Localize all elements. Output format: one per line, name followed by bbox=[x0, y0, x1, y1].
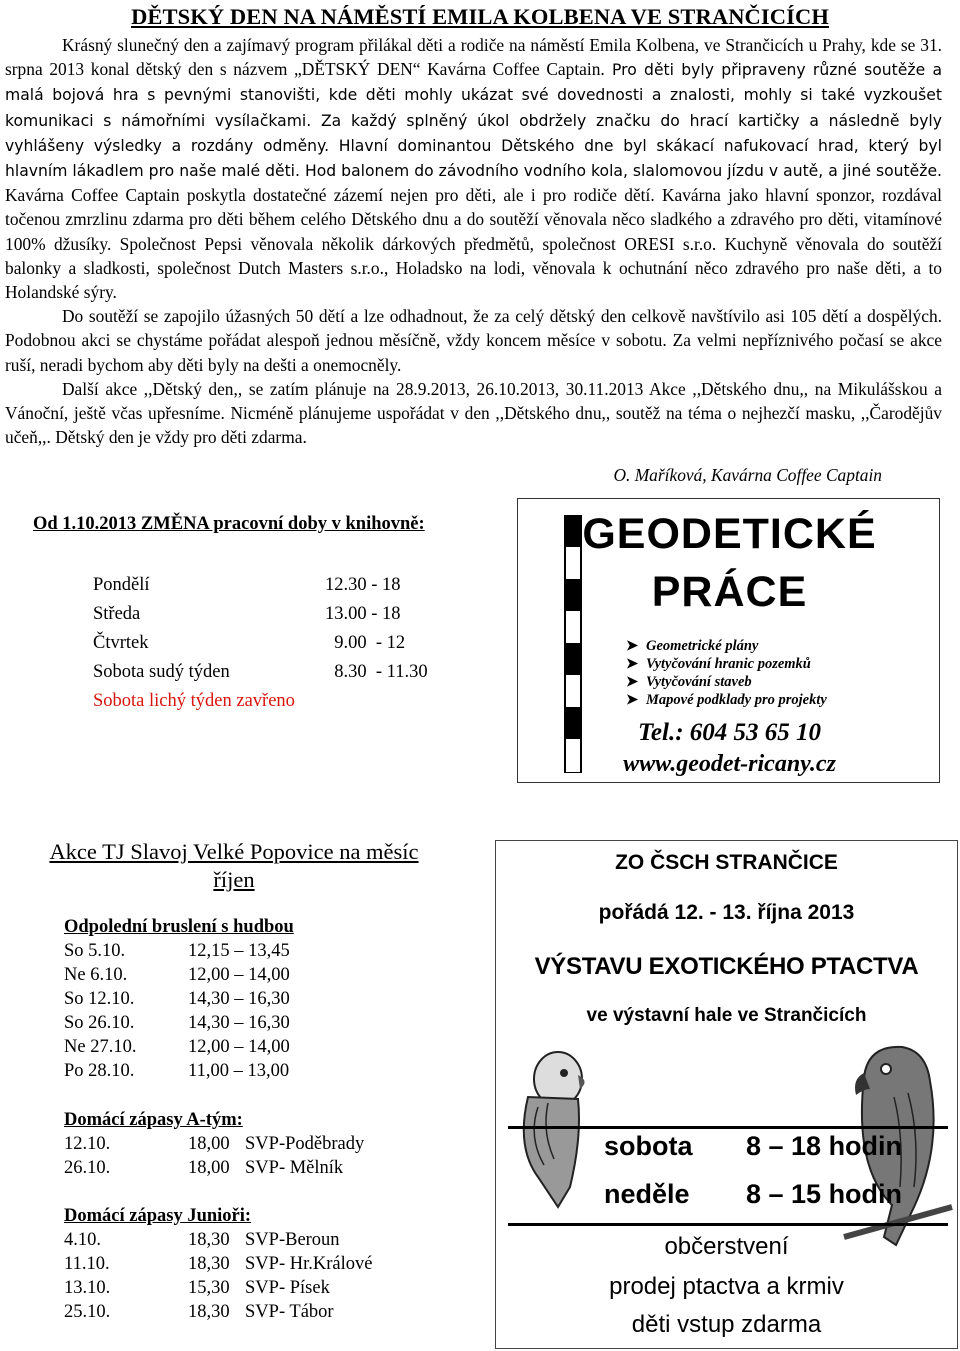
bird-exhibition-advertisement bbox=[495, 840, 958, 1349]
divider bbox=[508, 1223, 948, 1226]
table-row bbox=[64, 1278, 330, 1299]
library-hours-row bbox=[93, 604, 401, 625]
tj-title-line-1: Akce TJ Slavoj Velké Popovice na měsíc bbox=[49, 839, 419, 864]
library-closed-note: Sobota lichý týden zavřeno bbox=[93, 691, 295, 711]
expo-dates: pořádá 12. - 13. října 2013 bbox=[598, 901, 855, 924]
hours-time: 9.00 - 12 bbox=[325, 633, 406, 653]
article-paragraph-1 bbox=[5, 33, 942, 304]
date: Po 28.10. bbox=[64, 1061, 135, 1081]
list-item bbox=[626, 655, 827, 673]
match: SVP-Poděbrady bbox=[245, 1134, 365, 1154]
table-row bbox=[64, 941, 290, 962]
hours-day: Sobota sudý týden bbox=[93, 662, 230, 682]
article-paragraph-1a: Krásný slunečný den a zajímavý program přilákal děti a rodiče na náměstí Emila Kolbena, ve Strančicích u Prahy, kde se 31. srpna 2013 konal dětský den s názvem „DĚTSKÝ DEN“ Kavárna Coffee Captain. bbox=[5, 35, 942, 80]
list-item bbox=[626, 691, 827, 709]
time: 12,00 – 14,00 bbox=[188, 1037, 290, 1057]
article-paragraph-3: Další akce ,,Dětský den,, se zatím plánuje na 28.9.2013, 26.10.2013, 30.11.2013 Akce ,,Dětského dnu,, na Mikulášskou a Vánoční, ještě včas upřesníme. Nicméně plánujeme uspořádat v den ,,Dětského dnu,, soutěž na téma o nejhezčí masku, ,,Čarodějův učeň,,. Dětský den je vždy pro děti zdarma. bbox=[5, 378, 942, 448]
time: 12,00 – 14,00 bbox=[188, 965, 290, 985]
geodet-title-line-1: GEODETICKÉ bbox=[582, 510, 877, 558]
tj-section-title bbox=[20, 838, 448, 894]
time: 14,30 – 16,30 bbox=[188, 989, 290, 1009]
divider bbox=[508, 1126, 948, 1129]
expo-headline: VÝSTAVU EXOTICKÉHO PTACTVA bbox=[534, 953, 919, 980]
date: 11.10. bbox=[64, 1254, 110, 1274]
service-label: Mapové podklady pro projekty bbox=[646, 692, 827, 708]
tj-title-line-2: říjen bbox=[213, 867, 255, 892]
article-body bbox=[5, 33, 942, 449]
arrow-bullet-icon: ➤ bbox=[626, 692, 639, 708]
library-hours-row bbox=[93, 575, 401, 596]
skating-title: Odpolední bruslení s hudbou bbox=[64, 917, 294, 937]
date: 25.10. bbox=[64, 1302, 111, 1322]
expo-refreshments: občerstvení bbox=[664, 1233, 789, 1260]
hours-time: 13.00 - 18 bbox=[325, 604, 401, 624]
geodet-title-line-2: PRÁCE bbox=[651, 568, 808, 616]
date: 26.10. bbox=[64, 1158, 111, 1178]
expo-sunday: neděle bbox=[604, 1179, 690, 1209]
article-paragraph-1b: Pro děti byly připraveny různé soutěže a malá bojová hra s pevnými stanovišti, kde děti mohly ukázat své dovednosti a znalosti, mohly si také vyzkoušet komunikaci s námořními vysílačkami. Za každý splněný úkol obdržely značku do hrací kartičky a následně byly vyhlášeny výsledky a rozdány odměny. Hlavní dominantou Dětského dne byl skákací nafukovací hrad, který byl hlavním lákadlem pro naše malé děti. Hod balonem do závodního vodního kola, slalomovou jízdu v autě, a jiné soutěže. bbox=[5, 61, 942, 181]
table-row bbox=[64, 1013, 290, 1034]
expo-organizer: ZO ČSCH STRANČICE bbox=[615, 851, 838, 874]
match: SVP-Beroun bbox=[245, 1230, 340, 1250]
arrow-bullet-icon: ➤ bbox=[626, 674, 639, 690]
date: Ne 27.10. bbox=[64, 1037, 137, 1057]
match: SVP- Mělník bbox=[245, 1158, 344, 1178]
time: 11,00 – 13,00 bbox=[188, 1061, 290, 1081]
expo-sale: prodej ptactva a krmiv bbox=[609, 1273, 844, 1300]
hours-day: Čtvrtek bbox=[93, 633, 149, 653]
geodet-title bbox=[518, 505, 940, 621]
library-hours-row bbox=[93, 662, 428, 683]
geodet-phone: Tel.: 604 53 65 10 bbox=[637, 719, 822, 746]
table-row bbox=[64, 1037, 290, 1058]
expo-kids-free: děti vstup zdarma bbox=[631, 1311, 822, 1338]
time: 12,15 – 13,45 bbox=[188, 941, 290, 961]
time: 18,30 bbox=[188, 1230, 230, 1250]
table-row bbox=[64, 1230, 340, 1251]
time: 18,00 bbox=[188, 1158, 230, 1178]
hours-day: Pondělí bbox=[93, 575, 150, 595]
library-hours-row bbox=[93, 633, 405, 654]
hours-time: 8.30 - 11.30 bbox=[325, 662, 428, 682]
date: 12.10. bbox=[64, 1134, 111, 1154]
hours-day: Středa bbox=[93, 604, 141, 624]
date: So 5.10. bbox=[64, 941, 126, 961]
table-row bbox=[64, 1061, 289, 1082]
table-row bbox=[64, 989, 290, 1010]
service-label: Vytyčování hranic pozemků bbox=[646, 656, 811, 672]
match: SVP- Hr.Králové bbox=[245, 1254, 373, 1274]
time: 15,30 bbox=[188, 1278, 230, 1298]
match: SVP- Tábor bbox=[245, 1302, 334, 1322]
geodet-advertisement bbox=[517, 498, 940, 783]
table-row bbox=[64, 1302, 334, 1323]
table-row bbox=[64, 1254, 372, 1275]
article-title: DĚTSKÝ DEN NA NÁMĚSTÍ EMILA KOLBENA VE STRANČICÍCH bbox=[131, 4, 829, 29]
expo-sunday-hours: 8 – 15 hodin bbox=[746, 1179, 903, 1209]
article-paragraph-1c: Kavárna Coffee Captain poskytla dostatečné zázemí nejen pro děti, ale i pro rodiče dětí. Kavárna jako hlavní sponzor, rozdával točenou zmrzlinu zdarma pro děti během celého Dětského dnu a do soutěží věnovala něco sladkého a zdravého pro děti, vitamínové 100% džusíky. Společnost Pepsi věnovala několik dárkových předmětů, společnost ORESI s.r.o. Kuchyně věnovala do soutěží balonky a sladkosti, společnost Dutch Masters s.r.o., Holadsko na lodi, věnovala k ochutnání něco zdravého pro naše děti, a to Holandské sýry. bbox=[5, 185, 942, 303]
service-label: Vytyčování staveb bbox=[646, 674, 752, 690]
time: 18,30 bbox=[188, 1254, 230, 1274]
time: 14,30 – 16,30 bbox=[188, 1013, 290, 1033]
date: Ne 6.10. bbox=[64, 965, 128, 985]
geodet-website: www.geodet-ricany.cz bbox=[623, 751, 836, 777]
expo-saturday-hours: 8 – 18 hodin bbox=[746, 1131, 903, 1161]
table-row bbox=[64, 1134, 364, 1155]
table-row bbox=[64, 1158, 343, 1179]
arrow-bullet-icon: ➤ bbox=[626, 638, 639, 654]
date: 13.10. bbox=[64, 1278, 111, 1298]
article-paragraph-2: Do soutěží se zapojilo úžasných 50 dětí a lze odhadnout, že za celý dětský den celkově navštívilo asi 105 dětí a dospělých. Podobnou akci se chystáme pořádat alespoň jednou měsíčně, vždy koncem měsíce v sobotu. Za velmi nepříznivého počasí se akce ruší, neradi bychom aby děti byly na dešti a onemocněly. bbox=[5, 306, 942, 375]
time: 18,00 bbox=[188, 1134, 230, 1154]
budgie-icon bbox=[498, 1037, 600, 1209]
date: So 26.10. bbox=[64, 1013, 135, 1033]
geodet-services-list bbox=[626, 637, 827, 709]
table-row bbox=[64, 965, 290, 986]
article-signature: O. Maříková, Kavárna Coffee Captain bbox=[613, 465, 882, 485]
service-label: Geometrické plány bbox=[646, 638, 759, 654]
date: So 12.10. bbox=[64, 989, 135, 1009]
a-team-title: Domácí zápasy A-tým: bbox=[64, 1110, 243, 1130]
expo-place: ve výstavní hale ve Strančicích bbox=[586, 1005, 867, 1026]
match: SVP- Písek bbox=[245, 1278, 330, 1298]
arrow-bullet-icon: ➤ bbox=[626, 656, 639, 672]
date: 4.10. bbox=[64, 1230, 101, 1250]
hours-time: 12.30 - 18 bbox=[325, 575, 401, 595]
library-hours-title: Od 1.10.2013 ZMĚNA pracovní doby v knihovně: bbox=[33, 514, 425, 534]
expo-saturday: sobota bbox=[604, 1131, 693, 1161]
list-item bbox=[626, 673, 827, 691]
list-item bbox=[626, 637, 827, 655]
juniors-title: Domácí zápasy Junioři: bbox=[64, 1206, 252, 1226]
time: 18,30 bbox=[188, 1302, 230, 1322]
